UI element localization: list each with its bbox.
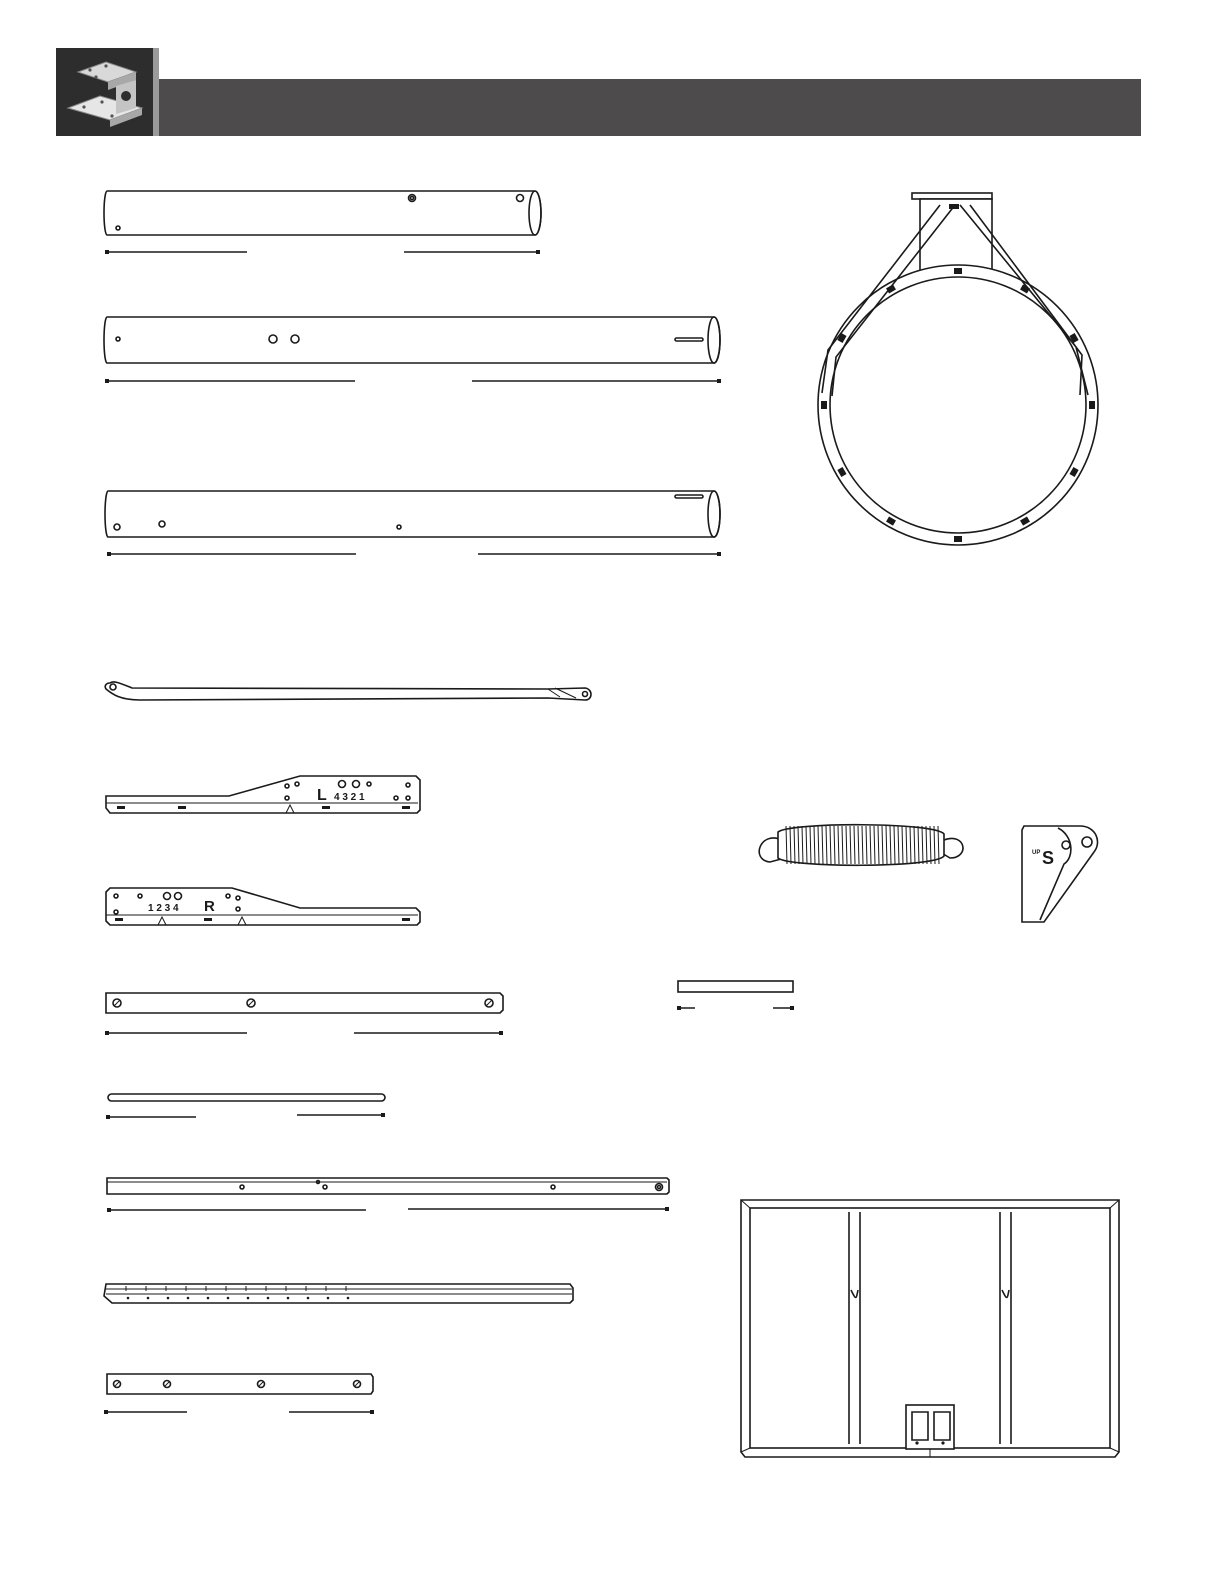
rail-hole	[247, 1297, 250, 1300]
dimension-line	[104, 1410, 374, 1414]
net-clip	[1089, 401, 1095, 409]
rail-hole	[227, 1297, 230, 1300]
rail-hole	[147, 1297, 150, 1300]
rail-hole	[187, 1297, 190, 1300]
thin-rod	[108, 1094, 385, 1101]
pole-tube-1	[104, 191, 541, 235]
rail-hole	[307, 1297, 310, 1300]
dimension-line	[107, 552, 721, 556]
rail-hole	[327, 1297, 330, 1300]
dimension-line	[677, 1006, 794, 1010]
dimension-line	[106, 1113, 385, 1119]
dimension-line	[105, 250, 540, 254]
bracket-right-letter: R	[204, 898, 215, 915]
pole-tube-3	[105, 491, 720, 537]
net-clip	[954, 268, 962, 274]
short-tube	[107, 1374, 373, 1394]
bracket-right-numbers: 1 2 3 4	[148, 903, 179, 914]
channel-bar	[107, 1178, 669, 1194]
left-bracket	[106, 776, 420, 813]
flange-letter: S	[1042, 848, 1055, 868]
angle-rail	[104, 1284, 573, 1303]
dimension-line	[105, 1031, 503, 1035]
dimension-line	[107, 1207, 669, 1212]
right-bracket	[106, 888, 420, 925]
strut-rod	[105, 682, 591, 700]
rail-hole	[347, 1297, 350, 1300]
rail-hole	[287, 1297, 290, 1300]
rail-hole	[127, 1297, 130, 1300]
bracket-left-numbers: 4 3 2 1	[334, 792, 365, 803]
dimension-line	[105, 379, 721, 383]
pole-tube-2	[104, 317, 720, 363]
spacer-bar	[678, 981, 793, 992]
flat-bar	[106, 993, 503, 1013]
net-clip	[954, 536, 962, 542]
flange-bracket	[1022, 826, 1098, 922]
net-clip	[821, 401, 827, 409]
rim-assembly	[818, 193, 1098, 545]
rail-hole	[267, 1297, 270, 1300]
backboard	[741, 1200, 1119, 1457]
flange-up-label: UP	[1032, 850, 1041, 856]
bracket-left-letter: L	[317, 787, 327, 804]
rim-spring	[759, 825, 963, 866]
rail-hole	[207, 1297, 210, 1300]
rail-hole	[167, 1297, 170, 1300]
